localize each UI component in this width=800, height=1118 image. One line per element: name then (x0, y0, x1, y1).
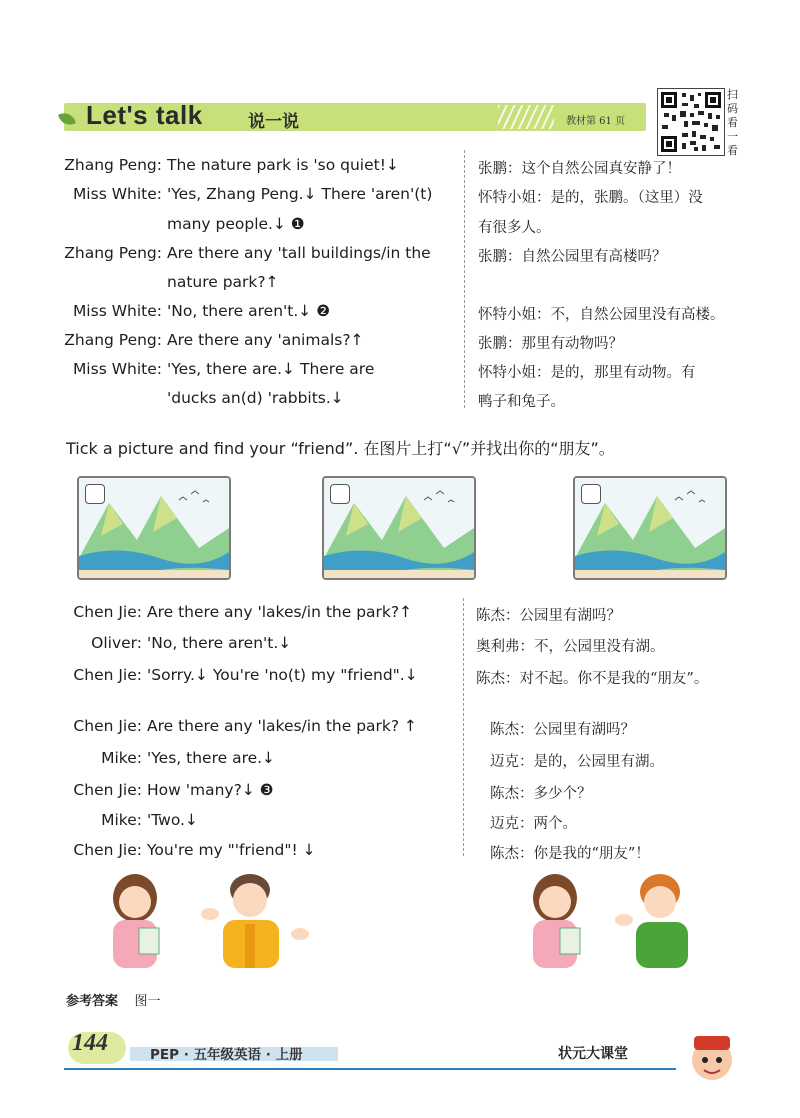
answer-label: 参考答案 (66, 994, 119, 1009)
book-title: PEP · 五年级英语 · 上册 (150, 1047, 303, 1063)
chinese-translation: 张鹏：这个自然公园真安静了！ (478, 161, 681, 177)
characters-left-illustration (95, 868, 335, 968)
footer-rule (64, 1068, 676, 1070)
dialogue-text: 'Yes, there are.↓ There are (167, 360, 375, 378)
dialogue-text: You're my "'friend"! ↓ (147, 841, 316, 859)
chinese-translation: 陈杰：公园里有湖吗？ (490, 722, 635, 738)
speaker-name: Zhang Peng: (64, 331, 162, 349)
dialogue-text: many people.↓ ❶ (167, 215, 305, 233)
section-subtitle: 说一说 (248, 112, 299, 132)
dialogue-text: How 'many?↓ ❸ (147, 781, 274, 799)
chinese-translation: 怀特小姐：是的，张鹏。（这里）没 (478, 190, 703, 206)
speaker-name: Chen Jie: (73, 666, 142, 684)
qr-code[interactable] (657, 88, 725, 156)
answer-value: 图一 (134, 994, 161, 1009)
chinese-translation: 奥利弗：不，公园里没有湖。 (476, 639, 665, 655)
dialogue-text: Are there any 'animals?↑ (167, 331, 364, 349)
speaker-name: Chen Jie: (73, 841, 142, 859)
activity-instruction: Tick a picture and find your “friend”. 在图片上打“√”并找出你的“朋友”。 (66, 439, 615, 458)
speaker-name: Miss White: (72, 185, 162, 203)
dialogue-text: 'Yes, Zhang Peng.↓ There 'aren'(t) (167, 185, 433, 203)
reference-answer (66, 990, 161, 1009)
dialogue-text: 'Sorry.↓ You're 'no(t) my "friend".↓ (147, 666, 418, 684)
dialogue-text: Are there any 'lakes/in the park?↑ (147, 603, 413, 621)
column-divider (464, 150, 465, 408)
tick-box[interactable] (581, 484, 601, 504)
speaker-name: Oliver: (91, 634, 142, 652)
chinese-translation: 陈杰：对不起。你不是我的“朋友”。 (476, 671, 709, 687)
dialogue-text: Are there any 'tall buildings/in the (167, 244, 431, 262)
park-picture-2[interactable] (322, 476, 476, 580)
scan-hint (727, 88, 741, 158)
speaker-name: Zhang Peng: (64, 244, 162, 262)
speaker-name: Chen Jie: (73, 781, 142, 799)
mascot-icon (682, 1028, 742, 1088)
park-picture-3[interactable] (573, 476, 727, 580)
scan-hint-char: 看 (727, 144, 738, 157)
dialogue-text: 'Two.↓ (147, 811, 198, 829)
banner-stripes (498, 105, 554, 129)
page-number: 144 (72, 1030, 108, 1056)
chinese-translation: 怀特小姐：不，自然公园里没有高楼。 (478, 307, 725, 323)
speaker-name: Miss White: (72, 302, 162, 320)
speaker-name: Miss White: (72, 360, 162, 378)
chinese-translation: 陈杰：你是我的“朋友”！ (490, 846, 650, 862)
chinese-translation: 陈杰：公园里有湖吗？ (476, 608, 621, 624)
dialogue-text: nature park?↑ (167, 273, 279, 291)
tick-box[interactable] (85, 484, 105, 504)
chinese-translation: 张鹏：那里有动物吗？ (478, 336, 623, 352)
speaker-name: Mike: (101, 811, 142, 829)
chinese-translation: 张鹏：自然公园里有高楼吗？ (478, 249, 667, 265)
speaker-name: Chen Jie: (73, 603, 142, 621)
dialogue-text: 'No, there aren't.↓ ❷ (167, 302, 331, 320)
tick-box[interactable] (330, 484, 350, 504)
scan-hint-char: 扫 (727, 88, 738, 101)
characters-right-illustration (520, 868, 700, 968)
section-title: Let's talk (86, 100, 203, 130)
dialogue-text: 'Yes, there are.↓ (147, 749, 276, 767)
dialogue-text: Are there any 'lakes/in the park? ↑ (147, 717, 418, 735)
brand-name: 状元大课堂 (558, 1046, 628, 1062)
speaker-name: Chen Jie: (73, 717, 142, 735)
scan-hint-char: 码 (727, 102, 738, 115)
textbook-page-ref: 教材第 61 页 (566, 116, 626, 127)
chinese-translation: 怀特小姐：是的，那里有动物。有 (478, 365, 696, 381)
chinese-translation: 迈克：两个。 (490, 816, 577, 832)
dialogue-text: 'ducks an(d) 'rabbits.↓ (167, 389, 344, 407)
chinese-translation: 迈克：是的，公园里有湖。 (490, 754, 664, 770)
speaker-name: Mike: (101, 749, 142, 767)
column-divider (463, 598, 464, 856)
chinese-translation: 有很多人。 (478, 220, 551, 236)
dialogue-text: The nature park is 'so quiet!↓ (167, 156, 399, 174)
park-picture-1[interactable] (77, 476, 231, 580)
chinese-translation: 陈杰：多少个？ (490, 786, 592, 802)
chinese-translation: 鸭子和兔子。 (478, 394, 565, 410)
scan-hint-char: 一 (727, 130, 738, 143)
scan-hint-char: 看 (727, 116, 738, 129)
speaker-name: Zhang Peng: (64, 156, 162, 174)
dialogue-text: 'No, there aren't.↓ (147, 634, 292, 652)
